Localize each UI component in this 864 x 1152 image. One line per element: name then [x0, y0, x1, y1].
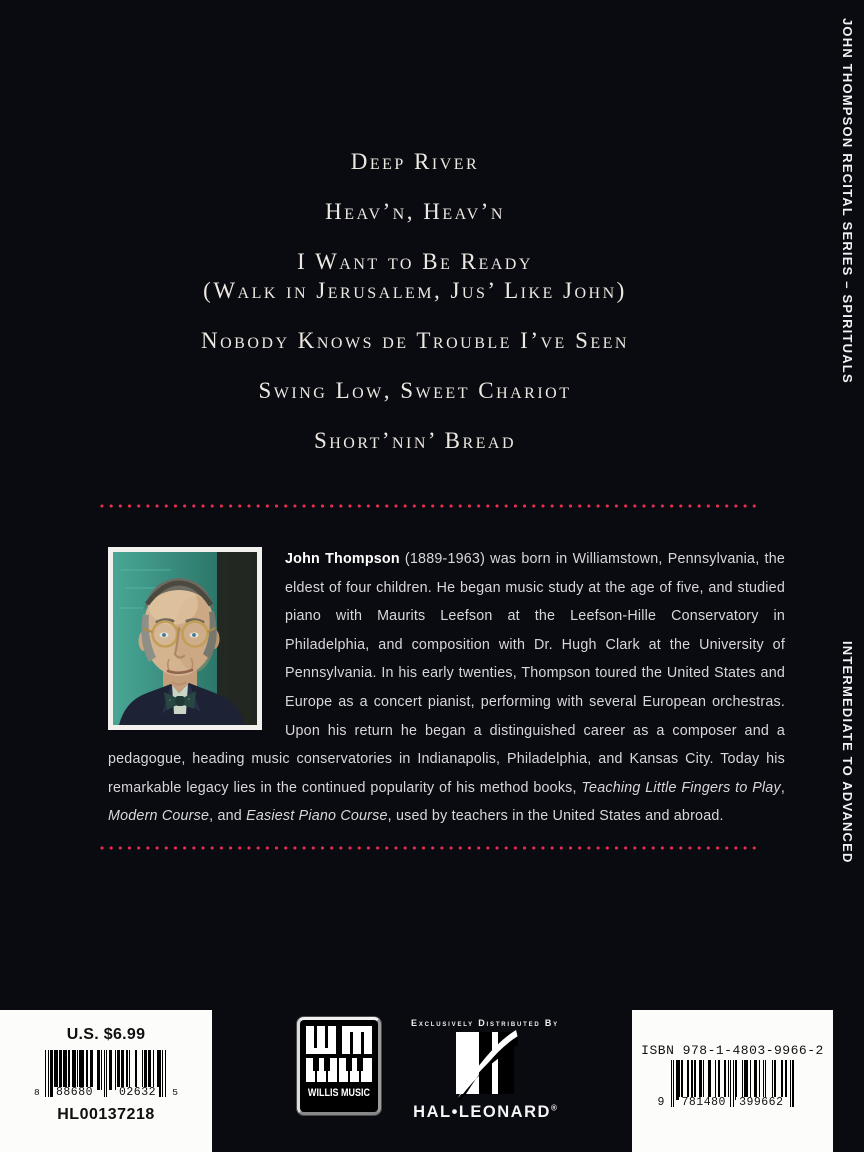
- song-title: [65, 197, 765, 226]
- willis-music-logo: [297, 1017, 381, 1115]
- upc-check-digit: 5: [172, 1087, 178, 1098]
- song-title: [65, 426, 765, 455]
- song-title: [65, 326, 765, 355]
- hal-leonard-hl-icon: [456, 1032, 514, 1094]
- song-title: [65, 376, 765, 405]
- song-list: [65, 147, 765, 476]
- hal-leonard-name: HAL•LEONARD: [413, 1103, 551, 1121]
- isbn-panel: [632, 1010, 833, 1152]
- isbn-label: ISBN 978-1-4803-9966-2: [641, 1043, 824, 1058]
- isbn-barcode: [657, 1060, 795, 1109]
- willis-piano-keys-icon: [303, 1024, 375, 1086]
- upc-lead-digit: 8: [34, 1087, 40, 1098]
- song-title: [65, 147, 765, 176]
- song-title-line: Deep River: [350, 149, 480, 174]
- dotted-rule-top: [100, 504, 756, 508]
- isbn-digit-group-1: 781480: [679, 1097, 729, 1108]
- dotted-rule-bottom: [100, 846, 756, 850]
- portrait-illustration: [113, 552, 257, 725]
- song-title-line: (Walk in Jerusalem, Jus’ Like John): [203, 278, 627, 303]
- composer-bio: [108, 545, 785, 831]
- song-title-line: I Want to Be Ready: [297, 249, 533, 274]
- song-title: [65, 247, 765, 305]
- price-upc-panel: [0, 1010, 212, 1152]
- song-title-line: Swing Low, Sweet Chariot: [258, 378, 572, 403]
- spine-series-title: JOHN THOMPSON RECITAL SERIES – SPIRITUALS: [840, 18, 855, 384]
- upc-digit-group-1: 88680: [53, 1087, 96, 1098]
- hal-leonard-logo: [456, 1032, 514, 1094]
- spine-level-label: INTERMEDIATE TO ADVANCED: [840, 641, 855, 864]
- distributor-label: Exclusively Distributed By: [411, 1018, 559, 1028]
- john-thompson-portrait-photo: [108, 547, 262, 730]
- song-title-line: Heav’n, Heav’n: [325, 199, 505, 224]
- song-title-line: Nobody Knows de Trouble I’ve Seen: [201, 328, 629, 353]
- hal-leonard-wordmark: [395, 1103, 575, 1122]
- willis-music-label: WILLIS MUSIC: [307, 1087, 371, 1099]
- bio-text: John Thompson (1889-1963) was born in Williamstown, Pennsylvania, the eldest of four children. He began music study at the age of five, and studied piano with Maurits Leefson at the Leefson-Hille Conservatory in Philadelphia, and composition with Dr. Hugh Clark at the University of Pennsylvania. In his early twenties, Thompson toured the United States and Europe as a concert pianist, performing with several European orchestras. Upon his return he began a distinguished career as a composer and a pedagogue, heading music conservatories in Indianapolis, Philadelphia, and Kansas City. Today his remarkable legacy lies in the continued popularity of his method books, Teaching Little Fingers to Play, Modern Course, and Easiest Piano Course, used by teachers in the United States and abroad.: [108, 551, 785, 825]
- registered-mark: ®: [550, 1103, 557, 1113]
- isbn-digit-group-2: 399662: [736, 1097, 786, 1108]
- isbn-lead-digit: 9: [657, 1096, 665, 1109]
- upc-barcode: [34, 1050, 178, 1099]
- price-label: U.S. $6.99: [66, 1026, 146, 1043]
- catalog-number: HL00137218: [57, 1106, 155, 1123]
- song-title-line: Short’nin’ Bread: [313, 428, 517, 453]
- upc-digit-group-2: 02632: [116, 1087, 159, 1098]
